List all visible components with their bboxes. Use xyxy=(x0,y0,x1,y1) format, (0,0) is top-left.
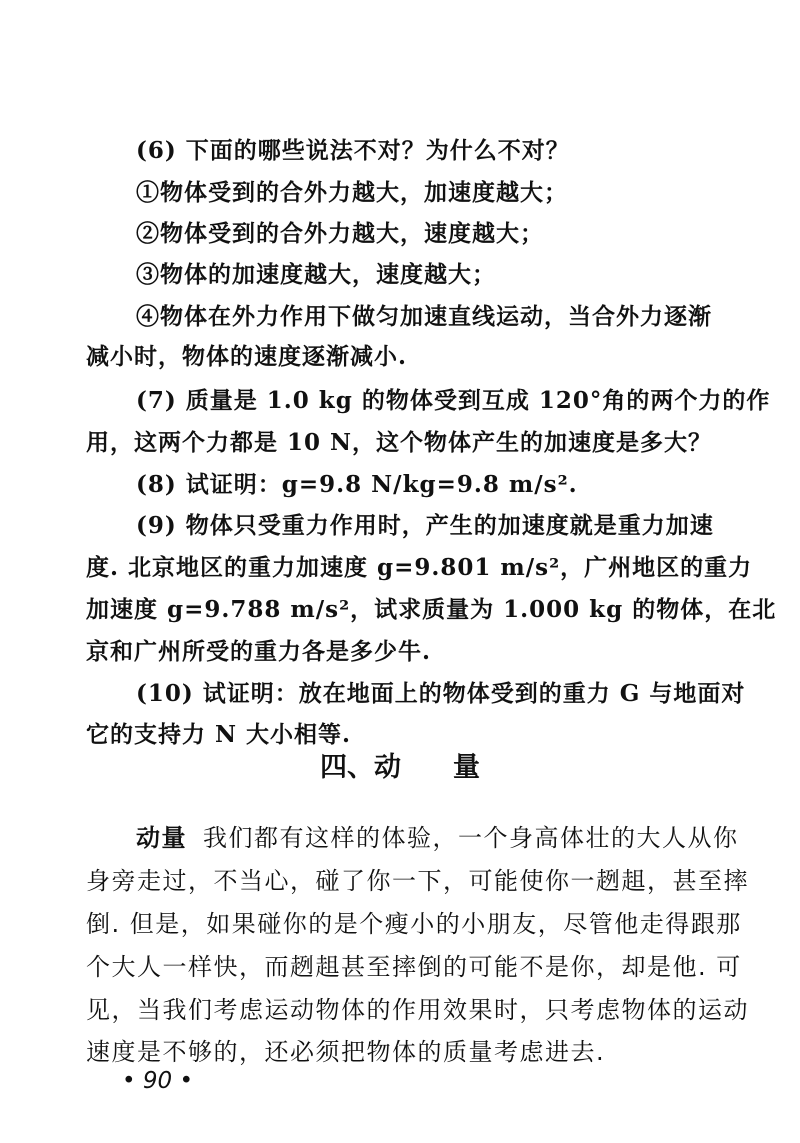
section-number: 四、动 xyxy=(320,752,401,783)
body-line-5: 见，当我们考虑运动物体的作用效果时，只考虑物体的运动 xyxy=(86,996,749,1024)
body-line-4: 个大人一样快，而趔趄甚至摔倒的可能不是你，却是他. 可 xyxy=(86,953,742,981)
body-line-6: 速度是不够的，还必须把物体的质量考虑进去. xyxy=(86,1038,606,1066)
exercise-10-line-2: 它的支持力 N 大小相等. xyxy=(86,721,352,748)
keyword-momentum: 动量 xyxy=(136,824,187,852)
exercise-6-item-2: ②物体受到的合外力越大，速度越大； xyxy=(136,220,544,247)
body-line-1: 动量 我们都有这样的体验，一个身高体壮的大人从你 xyxy=(136,824,739,852)
exercise-10-line-1: (10) 试证明：放在地面上的物体受到的重力 G 与地面对 xyxy=(136,680,746,707)
exercise-9-line-2: 度. 北京地区的重力加速度 g=9.801 m/s²，广州地区的重力 xyxy=(86,554,753,581)
exercise-6-prompt: (6) 下面的哪些说法不对？为什么不对？ xyxy=(136,137,570,164)
exercise-9-line-4: 京和广州所受的重力各是多少牛. xyxy=(86,638,432,665)
exercise-6-item-1: ①物体受到的合外力越大，加速度越大； xyxy=(136,179,568,206)
body-line-3: 倒. 但是，如果碰你的是个瘦小的小朋友，尽管他走得跟那 xyxy=(86,910,742,938)
body-line-2: 身旁走过，不当心，碰了你一下，可能使你一趔趄，甚至摔 xyxy=(86,867,749,895)
section-title-end: 量 xyxy=(453,752,480,783)
exercise-7-line-2: 用，这两个力都是 10 N，这个物体产生的加速度是多大？ xyxy=(86,429,713,456)
exercise-7-line-1: (7) 质量是 1.0 kg 的物体受到互成 120°角的两个力的作 xyxy=(136,387,771,414)
section-heading xyxy=(0,745,800,784)
exercise-6-item-4-cont: 减小时，物体的速度逐渐减小. xyxy=(86,343,408,370)
exercise-8: (8) 试证明：g=9.8 N/kg=9.8 m/s². xyxy=(136,471,578,498)
exercise-6-item-3: ③物体的加速度越大，速度越大； xyxy=(136,261,496,288)
exercise-6-item-4: ④物体在外力作用下做匀加速直线运动，当合外力逐渐 xyxy=(136,303,712,330)
exercise-9-line-1: (9) 物体只受重力作用时，产生的加速度就是重力加速 xyxy=(136,512,714,539)
exercise-9-line-3: 加速度 g=9.788 m/s²，试求质量为 1.000 kg 的物体，在北 xyxy=(86,596,777,623)
page-number: • 90 • xyxy=(122,1068,194,1094)
